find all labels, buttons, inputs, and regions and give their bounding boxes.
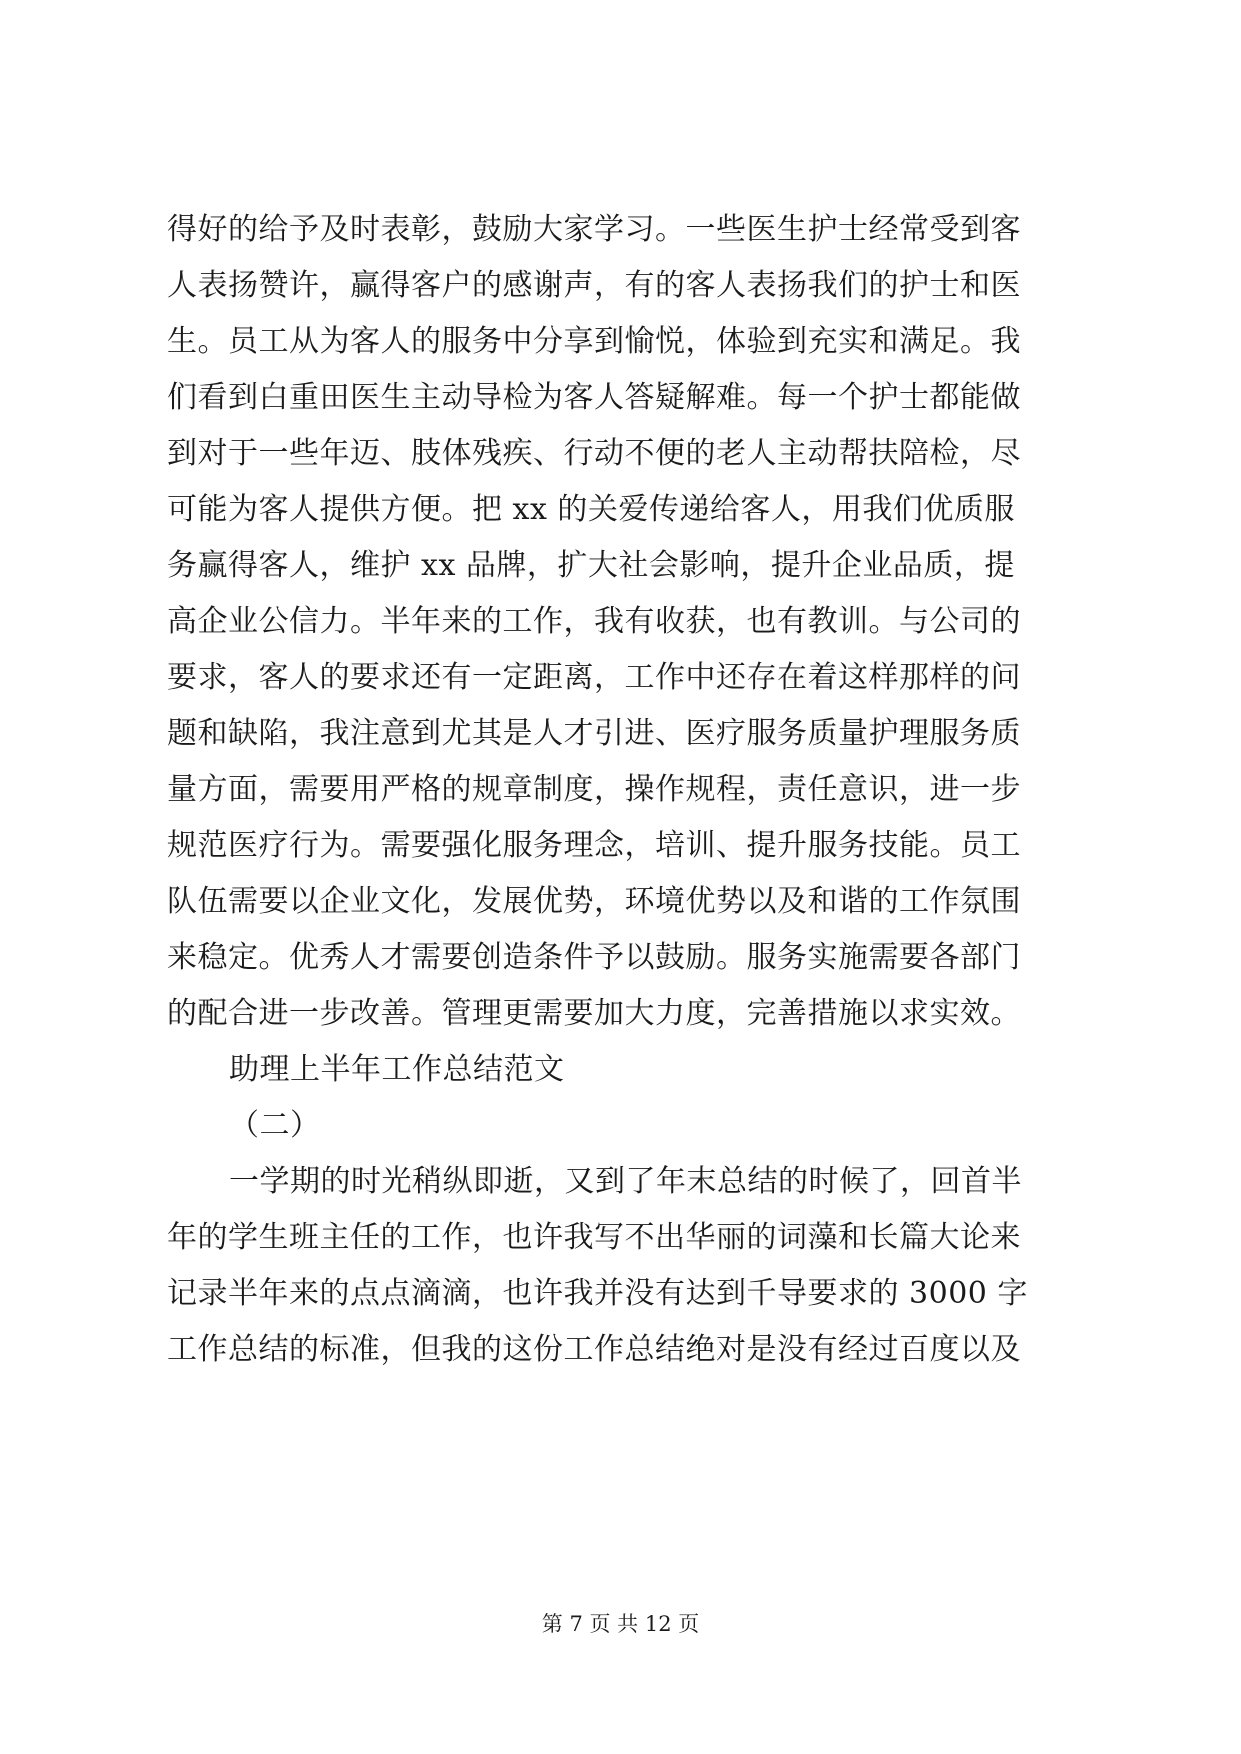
body-line: 要求，客人的要求还有一定距离，工作中还存在着这样那样的问 [167,660,1021,695]
body-line: 队伍需要以企业文化，发展优势，环境优势以及和谐的工作氛围 [167,884,1021,919]
body-line: 工作总结的标准，但我的这份工作总结绝对是没有经过百度以及 [167,1332,1021,1367]
body-line: 务赢得客人，维护 xx 品牌，扩大社会影响，提升企业品质，提 [167,548,1015,583]
body-line: 的配合进一步改善。管理更需要加大力度，完善措施以求实效。 [167,996,1021,1031]
body-line: 规范医疗行为。需要强化服务理念，培训、提升服务技能。员工 [167,828,1021,863]
body-line: 得好的给予及时表彰，鼓励大家学习。一些医生护士经常受到客 [167,212,1021,247]
body-line: 记录半年来的点点滴滴，也许我并没有达到千导要求的 3000 字 [167,1276,1028,1311]
body-line: 年的学生班主任的工作，也许我写不出华丽的词藻和长篇大论来 [167,1220,1021,1255]
body-line: 生。员工从为客人的服务中分享到愉悦，体验到充实和满足。我 [167,324,1021,359]
section-number: （二） [229,1108,321,1143]
body-line: 高企业公信力。半年来的工作，我有收获，也有教训。与公司的 [167,604,1021,639]
body-line: 人表扬赞许，赢得客户的感谢声，有的客人表扬我们的护士和医 [167,268,1021,303]
page-footer: 第 7 页 共 12 页 [541,1612,700,1636]
body-line: 到对于一些年迈、肢体残疾、行动不便的老人主动帮扶陪检，尽 [167,436,1021,471]
body-line: 题和缺陷，我注意到尤其是人才引进、医疗服务质量护理服务质 [167,716,1021,751]
body-line: 们看到白重田医生主动导检为客人答疑解难。每一个护士都能做 [167,380,1021,415]
body-line: 可能为客人提供方便。把 xx 的关爱传递给客人，用我们优质服 [167,492,1015,527]
body-line: 一学期的时光稍纵即逝，又到了年末总结的时候了，回首半 [229,1164,1022,1199]
section-heading: 助理上半年工作总结范文 [229,1052,565,1087]
body-line: 量方面，需要用严格的规章制度，操作规程，责任意识，进一步 [167,772,1021,807]
body-line: 来稳定。优秀人才需要创造条件予以鼓励。服务实施需要各部门 [167,940,1021,975]
